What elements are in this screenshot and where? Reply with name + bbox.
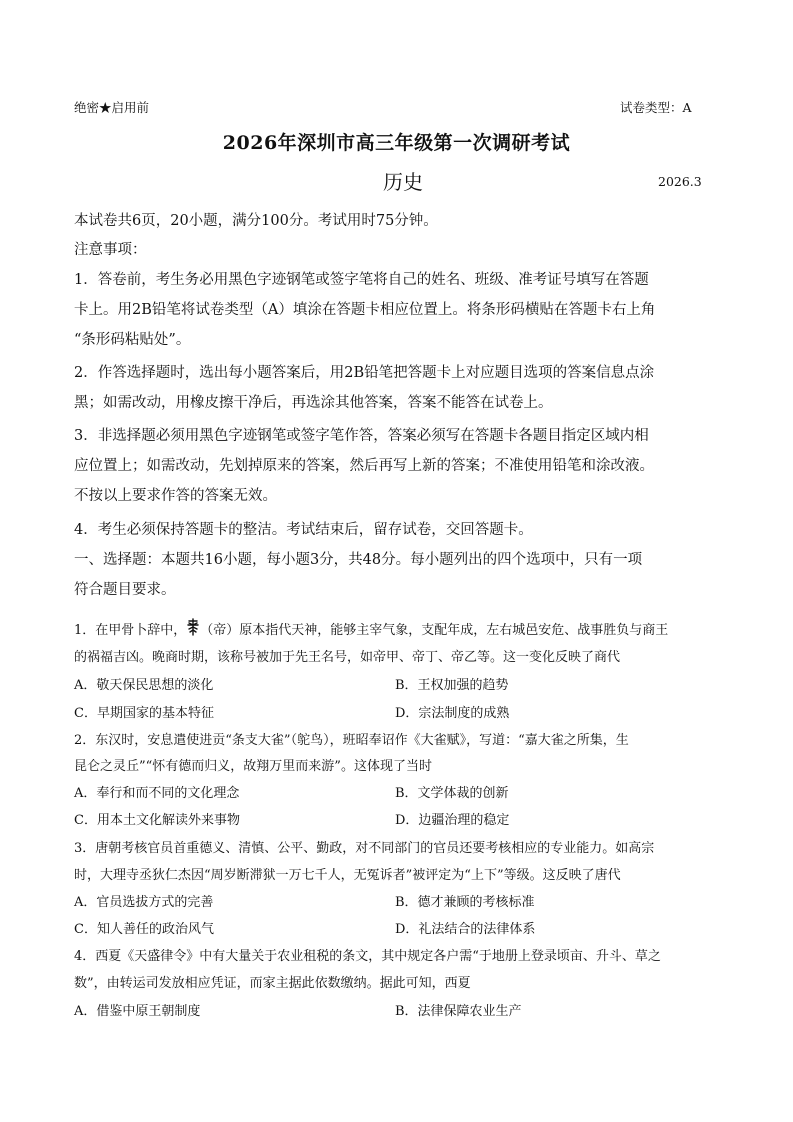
note-1-line-2: 卡上。用2B铅笔将试卷类型（A）填涂在答题卡相应位置上。将条形码横贴在答题卡右上角 — [74, 302, 656, 318]
note-3-line-2: 应位置上；如需改动，先划掉原来的答案，然后再写上新的答案；不准使用铅笔和涂改液。 — [74, 458, 654, 474]
confidential-label: 绝密★启用前 — [74, 100, 150, 115]
note-4-line-1: 4．考生必须保持答题卡的整洁。考试结束后，留存试卷，交回答题卡。 — [74, 522, 533, 538]
q2-stem-line-1: 2．东汉时，安息遣使进贡“条支大雀”（鸵鸟），班昭奉诏作《大雀赋》，写道：“嘉大雀之所集，生 — [74, 733, 629, 748]
q3-option-d: D．礼法结合的法律体系 — [395, 922, 536, 937]
paper-type-label: 试卷类型：A — [620, 100, 692, 115]
note-3-line-1: 3．非选择题必须用黑色字迹钢笔或签字笔作答，答案必须写在答题卡各题目指定区域内相 — [74, 428, 649, 444]
q2-option-d: D．边疆治理的稳定 — [395, 813, 510, 828]
q1-option-d: D．宗法制度的成熟 — [395, 706, 510, 721]
q3-option-b: B．德才兼顾的考核标准 — [395, 895, 535, 910]
notice-heading: 注意事项： — [74, 242, 147, 258]
q1-option-a: A．敬天保民思想的淡化 — [74, 678, 214, 693]
q2-stem-line-2: 昆仑之灵丘”“怀有德而归义，故翔万里而来游”。这体现了当时 — [74, 759, 432, 774]
q3-stem-line-1: 3．唐朝考核官员首重德义、清慎、公平、勤政，对不同部门的官员还要考核相应的专业能力。如高宗 — [74, 841, 655, 856]
q4-option-b: B．法律保障农业生产 — [395, 1004, 522, 1019]
q2-option-c: C．用本土文化解读外来事物 — [74, 813, 240, 828]
note-2-line-1: 2．作答选择题时，选出每小题答案后，用2B铅笔把答题卡上对应题目选项的答案信息点涂 — [74, 365, 655, 381]
exam-title: 2026年深圳市高三年级第一次调研考试 — [222, 132, 571, 154]
note-1-line-3: “条形码粘贴处”。 — [74, 332, 191, 348]
q4-stem-line-1: 4．西夏《天盛律令》中有大量关于农业租税的条文，其中规定各户需“于地册上登录顷亩、升斗、草之 — [74, 949, 661, 964]
section-1-line-2: 符合题目要求。 — [74, 582, 176, 598]
intro-text: 本试卷共6页，20小题，满分100分。考试用时75分钟。 — [74, 213, 438, 229]
q1-stem-line-1 — [74, 619, 668, 640]
q1-option-b: B．王权加强的趋势 — [395, 678, 509, 693]
section-1-line-1: 一、选择题：本题共16小题，每小题3分，共48分。每小题列出的四个选项中，只有一项 — [74, 552, 643, 568]
q1-option-c: C．早期国家的基本特征 — [74, 706, 214, 721]
q1-stem-b: （帝）原本指代天神，能够主宰气象，支配年成，左右城邑安危、战事胜负与商王 — [200, 623, 669, 638]
note-3-line-3: 不按以上要求作答的答案无效。 — [74, 488, 277, 504]
subject-title: 历史 — [383, 170, 423, 194]
q1-stem-line-2: 的祸福吉凶。晚商时期，该称号被加于先王名号，如帝甲、帝丁、帝乙等。这一变化反映了商代 — [74, 650, 621, 665]
exam-date: 2026.3 — [658, 174, 702, 189]
q3-stem-line-2: 时，大理寺丞狄仁杰因“周岁断滞狱一万七千人，无冤诉者”被评定为“上下”等级。这反映了唐代 — [74, 868, 621, 883]
q2-option-b: B．文学体裁的创新 — [395, 786, 509, 801]
oracle-bone-di-glyph-icon — [186, 624, 200, 640]
q3-option-a: A．官员选拔方式的完善 — [74, 895, 214, 910]
note-1-line-1: 1．答卷前，考生务必用黑色字迹钢笔或签字笔将自己的姓名、班级、准考证号填写在答题 — [74, 272, 649, 288]
note-2-line-2: 黑；如需改动，用橡皮擦干净后，再选涂其他答案，答案不能答在试卷上。 — [74, 395, 553, 411]
q2-option-a: A．奉行和而不同的文化理念 — [74, 786, 240, 801]
q4-stem-line-2: 数”，由转运司发放相应凭证，而家主据此依数缴纳。据此可知，西夏 — [74, 976, 471, 991]
q4-option-a: A．借鉴中原王朝制度 — [74, 1004, 201, 1019]
q1-stem-a: 1．在甲骨卜辞中， — [74, 623, 187, 638]
q3-option-c: C．知人善任的政治风气 — [74, 922, 214, 937]
